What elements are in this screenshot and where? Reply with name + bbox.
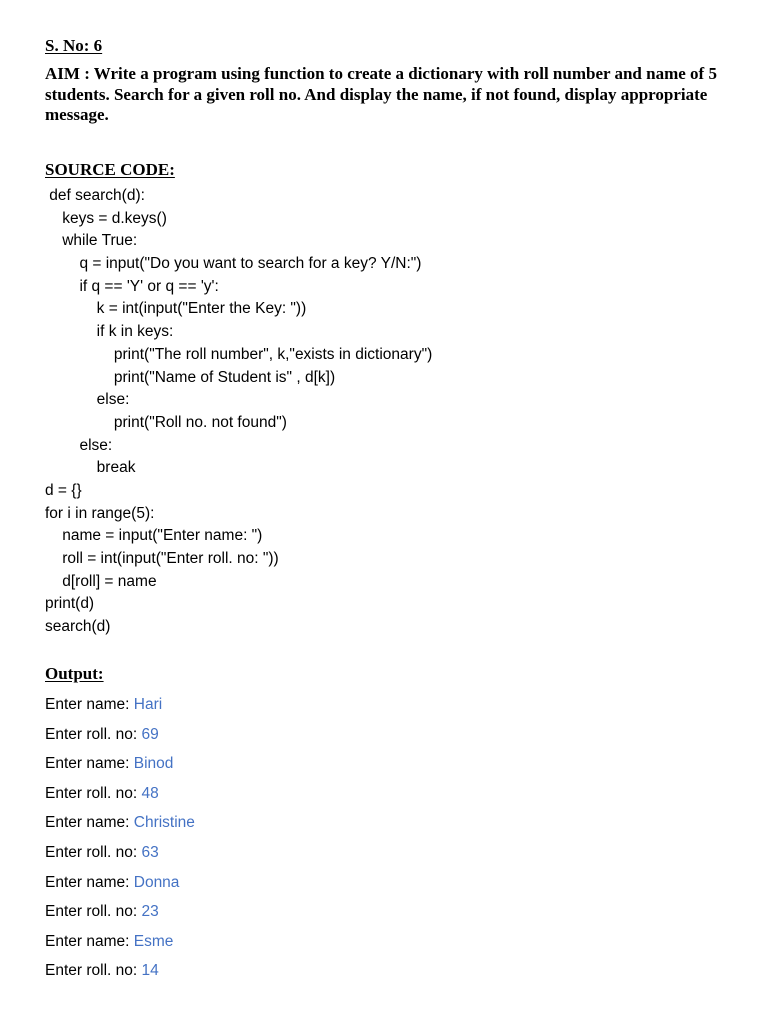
output-user-input: Esme <box>133 932 174 950</box>
output-line <box>45 690 195 720</box>
output-user-input: 23 <box>141 903 159 921</box>
output-line <box>45 808 195 838</box>
code-line: d[roll] = name <box>45 572 157 590</box>
output-user-input: Donna <box>133 873 180 891</box>
output-prompt: Enter roll. no: <box>45 843 142 861</box>
code-line: roll = int(input("Enter roll. no: ")) <box>45 550 279 567</box>
aim-statement: AIM : Write a program using function to create a dictionary with roll number and name of 5 students. Search for a given roll no. And display the name, if not found, display appropriate message. <box>45 64 717 124</box>
output-prompt: Enter name: <box>45 932 134 950</box>
code-line: print("The roll number", k,"exists in dictionary") <box>45 345 433 363</box>
code-line: for i in range(5): <box>45 504 155 522</box>
code-line: break <box>45 459 136 477</box>
code-line: d = {} <box>45 481 82 499</box>
output-prompt: Enter name: <box>45 873 134 891</box>
code-line: k = int(input("Enter the Key: ")) <box>45 300 307 318</box>
code-line: print("Roll no. not found") <box>45 413 287 431</box>
output-prompt: Enter roll. no: <box>45 962 142 980</box>
output-line <box>45 838 195 868</box>
output-prompt: Enter name: <box>45 755 134 773</box>
output-line <box>45 749 195 779</box>
output-line <box>45 868 195 898</box>
output-prompt: Enter name: <box>45 696 134 713</box>
output-user-input: Christine <box>133 814 195 832</box>
output-line <box>45 927 195 957</box>
output-user-input: 69 <box>141 725 159 743</box>
code-line: print("Name of Student is" , d[k]) <box>45 368 336 386</box>
code-line: search(d) <box>45 618 111 636</box>
output-user-input: 14 <box>141 962 159 980</box>
code-line: print(d) <box>45 595 95 613</box>
code-line: name = input("Enter name: ") <box>45 527 263 545</box>
output-prompt: Enter roll. no: <box>45 784 142 802</box>
code-line: def search(d): <box>45 187 145 204</box>
output-user-input: 63 <box>141 843 159 861</box>
code-line: q = input("Do you want to search for a key? Y/N:") <box>45 255 422 273</box>
code-line: keys = d.keys() <box>45 209 167 227</box>
code-line: else: <box>45 391 130 409</box>
output-line <box>45 779 195 809</box>
output-line <box>45 956 195 986</box>
output-user-input: Binod <box>133 755 174 773</box>
code-line: if k in keys: <box>45 323 174 341</box>
output-user-input: Hari <box>133 696 163 713</box>
source-code-heading: SOURCE CODE: <box>45 160 175 179</box>
code-line: while True: <box>45 232 138 250</box>
source-code-block <box>45 185 432 639</box>
output-line <box>45 897 195 927</box>
output-prompt: Enter roll. no: <box>45 725 142 743</box>
output-line <box>45 720 195 750</box>
output-heading: Output: <box>45 664 104 683</box>
output-user-input: 48 <box>141 784 159 802</box>
code-line: if q == 'Y' or q == 'y': <box>45 277 219 295</box>
serial-number: S. No: 6 <box>45 36 103 55</box>
output-prompt: Enter roll. no: <box>45 903 142 921</box>
output-prompt: Enter name: <box>45 814 134 832</box>
code-line: else: <box>45 436 113 454</box>
output-block <box>45 690 195 986</box>
